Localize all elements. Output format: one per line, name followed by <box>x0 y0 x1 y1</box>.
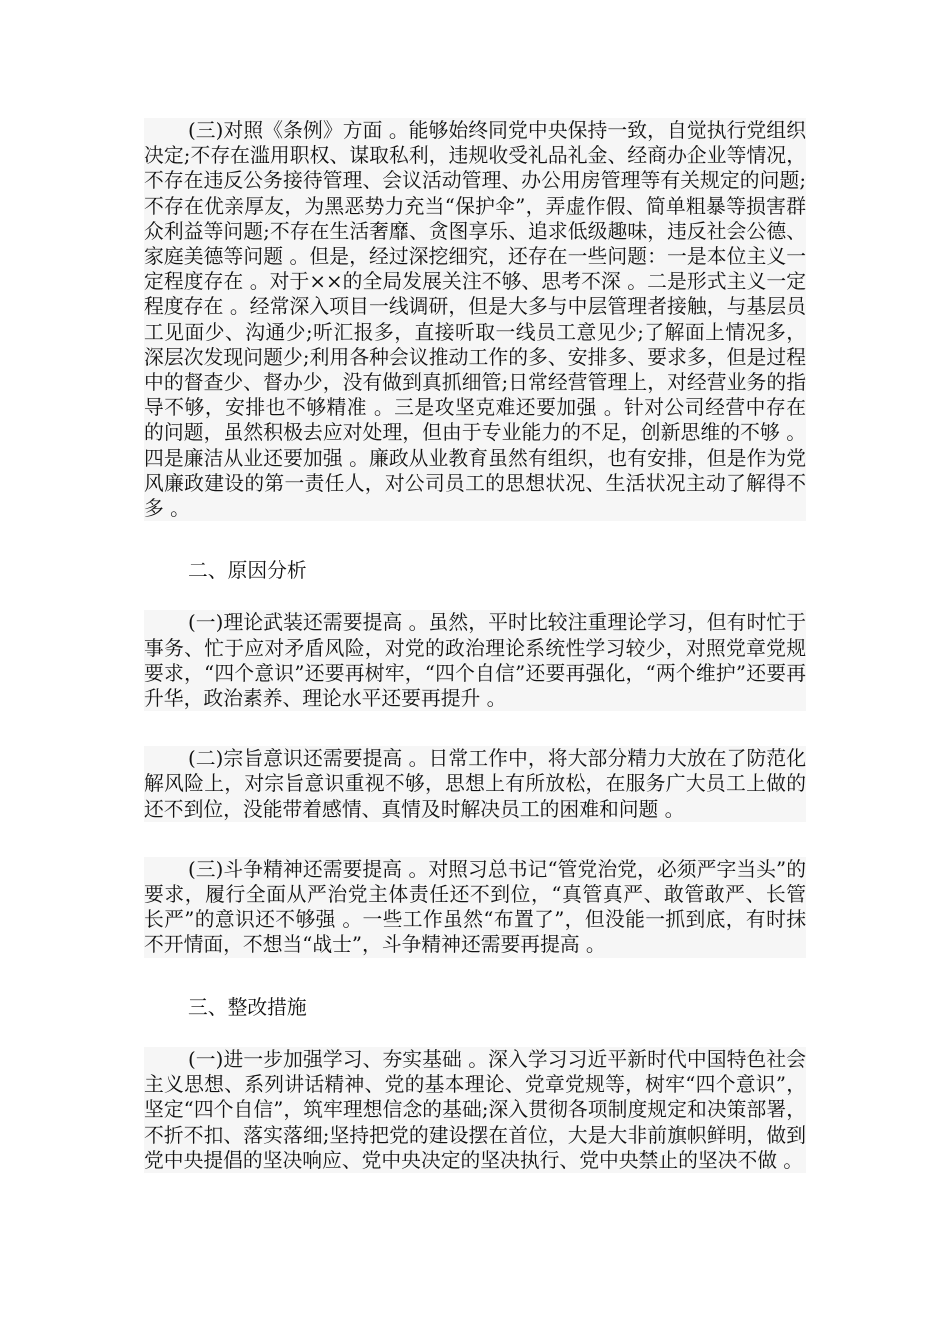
paragraph-strengthen-learning: (一)进一步加强学习、夯实基础 。深入学习习近平新时代中国特色社会主义思想、系列讲话精神、党的基本理论、党章党规等，树牢“四个意识”，坚定“四个自信”，筑牢理想信念的基础;深入贯彻各项制度规定和决策部署，不折不扣、落实落细;坚持把党的建设摆在首位，大是大非前旗帜鲜明，做到党中央提倡的坚决响应、党中央决定的坚决执行、党中央禁止的坚决不做 。 <box>144 1047 806 1172</box>
section-heading-rectification-measures: 三、整改措施 <box>188 995 307 1019</box>
paragraph-regulations-comparison: (三)对照《条例》方面 。能够始终同党中央保持一致，自觉执行党组织决定;不存在滥用职权、谋取私利，违规收受礼品礼金、经商办企业等情况，不存在违反公务接待管理、会议活动管理、办公用房管理等有关规定的问题;不存在优亲厚友，为黑恶势力充当“保护伞”，弄虚作假、简单粗暴等损害群众利益等问题;不存在生活奢靡、贪图享乐、追求低级趣味，违反社会公德、家庭美德等问题 。但是，经过深挖细究，还存在一些问题：一是本位主义一定程度存在 。对于××的全局发展关注不够、思考不深 。二是形式主义一定程度存在 。经常深入项目一线调研，但是大多与中层管理者接触，与基层员工见面少、沟通少;听汇报多，直接听取一线员工意见少;了解面上情况多，深层次发现问题少;利用各种会议推动工作的多、安排多、要求多，但是过程中的督查少、督办少，没有做到真抓细管;日常经营管理上，对经营业务的指导不够，安排也不够精准 。三是攻坚克难还要加强 。针对公司经营中存在的问题，虽然积极去应对处理，但由于专业能力的不足，创新思维的不够 。四是廉洁从业还要加强 。廉政从业教育虽然有组织，也有安排，但是作为党风廉政建设的第一责任人，对公司员工的思想状况、生活状况主动了解得不多 。 <box>144 119 806 521</box>
paragraph-fighting-spirit: (三)斗争精神还需要提高 。对照习总书记“管党治党，必须严字当头”的要求，履行全面从严治党主体责任还不到位，“真管真严、敢管敢严、长管长严”的意识还不够强 。一些工作虽然“布置了”，但没能一抓到底，有时抹不开情面，不想当“战士”，斗争精神还需要再提高 。 <box>144 857 806 957</box>
document-page <box>144 118 806 1173</box>
paragraph-theory-armament: (一)理论武装还需要提高 。虽然，平时比较注重理论学习，但有时忙于事务、忙于应对矛盾风险，对党的政治理论系统性学习较少，对照党章党规要求，“四个意识”还要再树牢，“四个自信”还要再强化，“两个维护”还要再升华，政治素养、理论水平还要再提升 。 <box>144 611 806 711</box>
section-heading-cause-analysis: 二、原因分析 <box>188 559 307 583</box>
paragraph-purpose-awareness: (二)宗旨意识还需要提高 。日常工作中，将大部分精力大放在了防范化解风险上，对宗旨意识重视不够，思想上有所放松，在服务广大员工上做的还不到位，没能带着感情、真情及时解决员工的困难和问题 。 <box>144 747 806 821</box>
